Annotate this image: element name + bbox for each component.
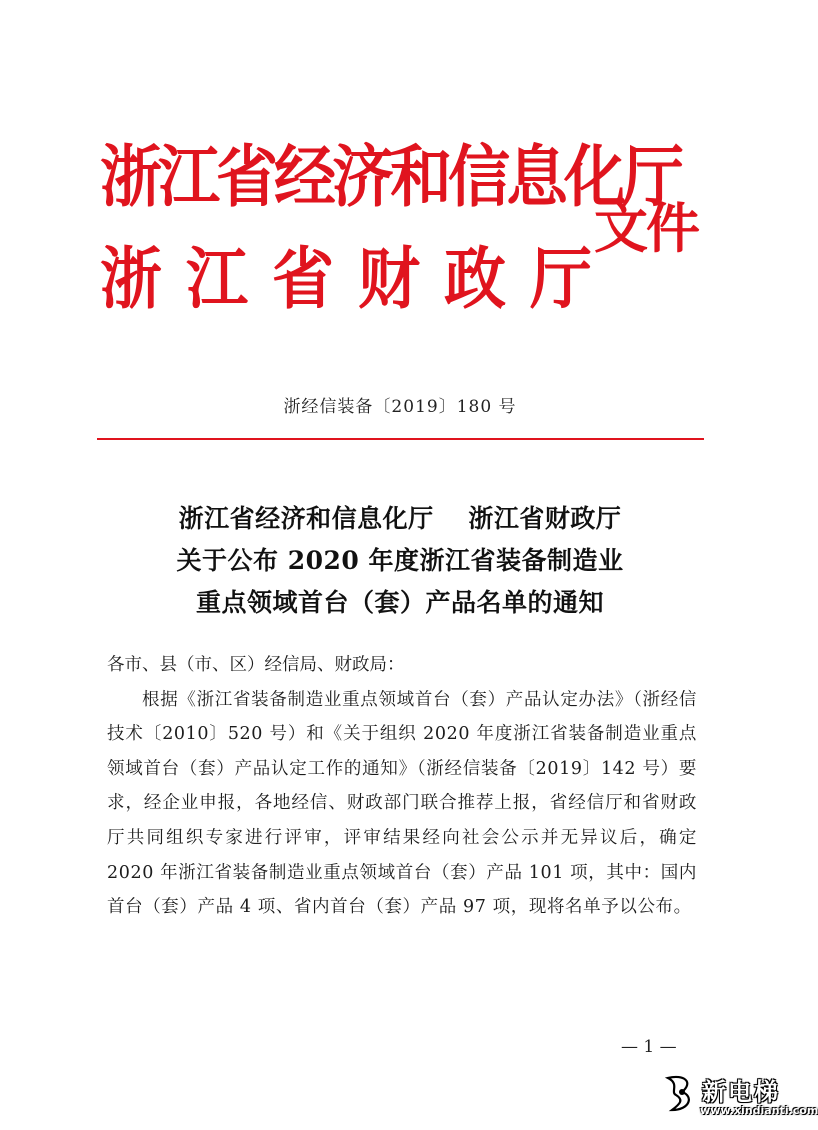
- salutation: 各市、县（市、区）经信局、财政局：: [107, 655, 405, 675]
- body-paragraph: 根据《浙江省装备制造业重点领域首台（套）产品认定办法》（浙经信技术〔2010〕520 号）和《关于组织 2020 年度浙江省装备制造业重点领域首台（套）产品认定工作的通知》（浙经信装备〔2019〕142 号）要求，经企业申报，各地经信、财政部门联合推荐上报，省经信厅和省财政厅共同组织专家进行评审，评审结果经向社会公示并无异议后，确定 2020 年浙江省装备制造业重点领域首台（套）产品 101 项，其中：国内首台（套）产品 4 项、省内首台（套）产品 97 项，现将名单予以公布。: [107, 689, 697, 918]
- issuing-agency-1: 浙江省经济和信息化厅: [100, 137, 681, 217]
- title-line: 浙江省经济和信息化厅 浙江省财政厅: [178, 504, 622, 533]
- red-masthead: [100, 120, 720, 320]
- document-type-label: 文件: [594, 197, 698, 260]
- document-number: 浙经信装备〔2019〕180 号: [283, 397, 517, 417]
- page-number: — 1 —: [621, 1037, 677, 1057]
- document-title: [0, 498, 800, 624]
- watermark-url: www.xindianti.com: [700, 1104, 818, 1117]
- watermark-name: 新电梯: [702, 1078, 780, 1106]
- title-line: 重点领域首台（套）产品名单的通知: [195, 588, 604, 617]
- title-line: 关于公布 2020 年度浙江省装备制造业: [176, 546, 624, 575]
- watermark-logo: [660, 1070, 818, 1124]
- xindianti-logo-icon: [660, 1072, 702, 1114]
- issuing-agency-2: 浙江省财政厅: [100, 239, 617, 319]
- document-body: [107, 648, 697, 925]
- red-divider: [97, 438, 704, 440]
